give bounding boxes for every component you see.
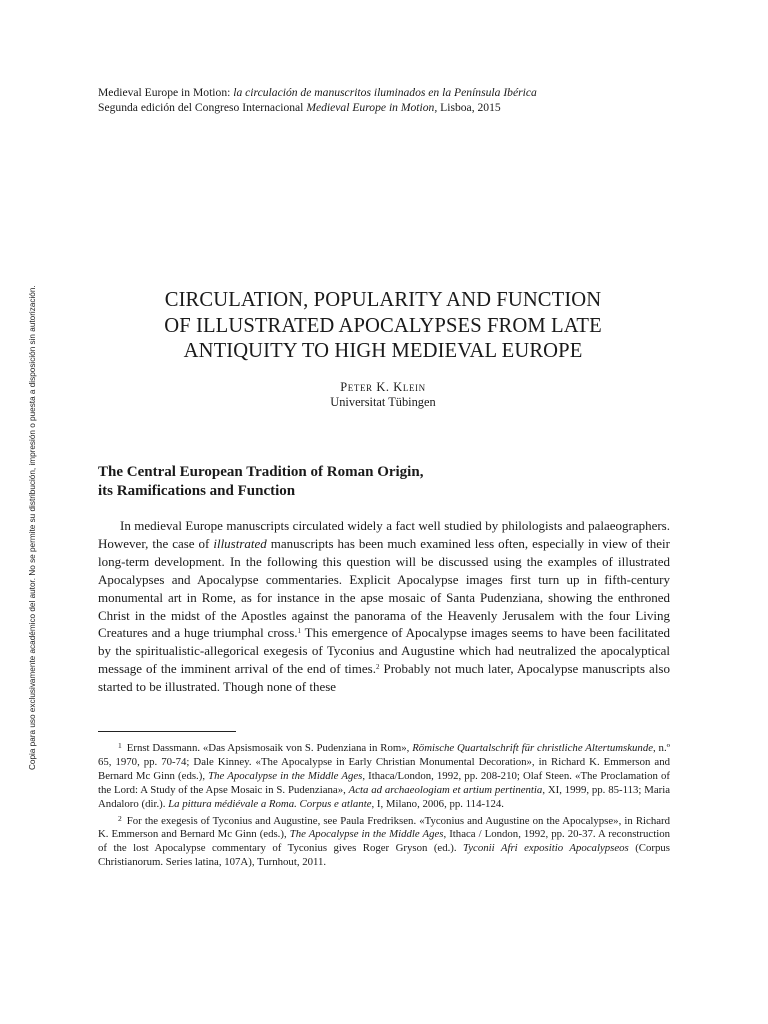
footnote-ref-1[interactable]: 1 <box>297 627 302 636</box>
footnote-number: 1 <box>118 741 122 750</box>
title-line-3: ANTIQUITY TO HIGH MEDIEVAL EUROPE <box>183 340 583 362</box>
header-line-2: Segunda edición del Congreso Internacional Medieval Europe in Motion, Lisboa, 2015 <box>98 100 501 114</box>
title-line-1: CIRCULATION, POPULARITY AND FUNCTION <box>164 289 602 311</box>
footnote-ref-2[interactable]: 2 <box>376 663 380 672</box>
footnotes <box>98 739 670 870</box>
article-title <box>98 288 668 365</box>
header-line-1: Medieval Europe in Motion: la circulación de manuscritos iluminados en la Península Ibérica <box>98 86 537 99</box>
footnote-number: 2 <box>118 813 122 823</box>
author-affiliation: Universitat Tübingen <box>330 395 436 409</box>
footnote-1: $^1$ Ernst Dassmann. «Das Apsismosaik von S. Pudenziana in Rom», Römische Quartalschrift für christliche Altertumskunde, n.º 65, 1970, pp. 70-74; Dale Kinney. «The Apocalypse in Early Christian Monumental Decoration», in Richard K. Emmerson and Bernard Mc Ginn (eds.), The Apocalypse in the Middle Ages, Ithaca/London, 1992, pp. 208-210; Olaf Steen. «The Proclamation of the Lord: A Study of the Apse Mosaic in S. Pudenziana», Acta ad archaeologiam et artium pertinentia, XI, 1999, pp. 85-113; Maria Andaloro (dir.). La pittura médiévale a Roma. Corpus e atlante, I, Milano, 2006, pp. 114-124. <box>98 741 671 810</box>
title-line-2: OF ILLUSTRATED APOCALYPSES FROM LATE <box>164 314 602 337</box>
author-block <box>98 380 668 410</box>
footnote-divider <box>98 731 236 732</box>
copyright-side-notice: Copia para uso exclusivamente académico del autor. No se permite su distribución, impresión o puesta a disposición sin autorización. <box>28 285 37 770</box>
running-header <box>98 86 698 115</box>
section-heading: The Central European Tradition of Roman Origin, its Ramifications and Function <box>98 464 424 499</box>
paragraph: In medieval Europe manuscripts circulated widely a fact well studied by philologists and palaeographers. However, the case of illustrated manuscripts has been much examined less often, especially in view of their long-term development. In the following this question will be discussed using the examples of illustrated Apocalypses and Apocalypse commentaries. Explicit Apocalypse images first turn up in fifth-century monumental art in Rome, as for instance in the apse mosaic of Santa Pudenziana, showing the enthroned Christ in the midst of the Apostles against the panorama of the Heavenly Jerusalem with the four Living Creatures and a huge triumphal cross.$^1$ This emergence of Apocalypse images seems to have been facilitated by the spiritualistic-allegorical exegesis of Tyconius and Augustine which had neutralized the apocalyptical message of the imminent arrival of the end of times.$^2$ Probably not much later, Apocalypse manuscripts also started to be illustrated. Though none of these <box>98 518 670 695</box>
body-text <box>98 517 670 696</box>
author-name: Peter K. Klein <box>340 380 426 394</box>
footnote-2: $^2$ For the exegesis of Tyconius and Augustine, see Paula Fredriksen. «Tyconius and Augustine on the Apocalypse», in Richard K. Emmerson and Bernard Mc Ginn (eds.), The Apocalypse in the Middle Ages, Ithaca / London, 1992, pp. 20-37. A reconstruction of the lost Apocalypse commentary of Tyconius gives Roger Gryson (ed.). Tyconii Afri expositio Apocalypseos (Corpus Christianorum. Series latina, 107A), Turnhout, 2011. <box>98 813 670 869</box>
